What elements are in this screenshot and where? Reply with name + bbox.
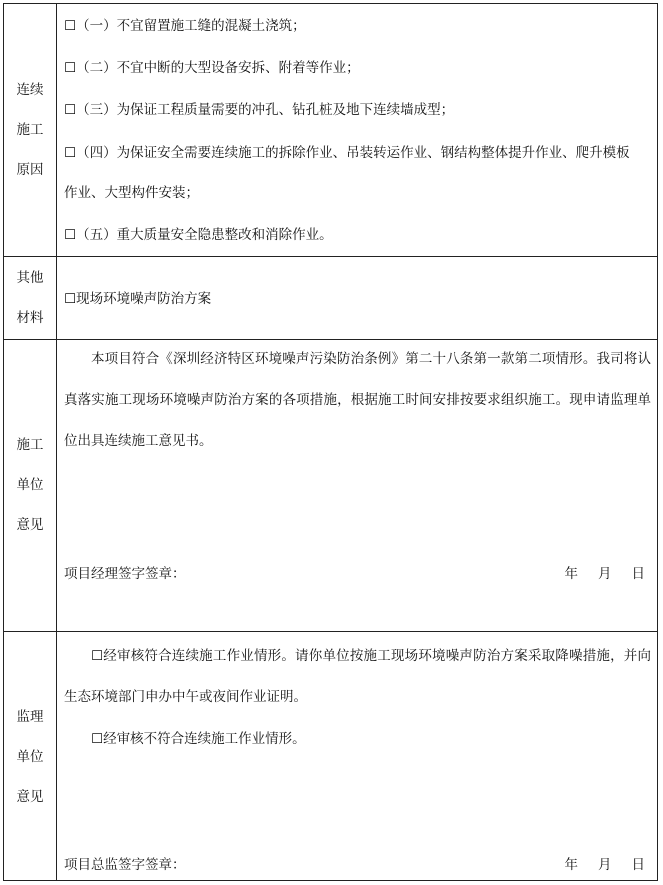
noise-plan-checkbox[interactable]: ☐现场环境噪声防治方案 [64, 291, 212, 307]
supervisor-approve-option[interactable]: ☐经审核符合连续施工作业情形。请你单位按施工现场环境噪声防治方案采取降噪措施，并向生态环境部门申办中午或夜间作业证明。 [64, 648, 651, 705]
supervisor-opinion-content [64, 631, 651, 882]
project-manager-signature-label: 项目经理签字签章： [64, 566, 186, 582]
reason-option-2[interactable]: ☐（二）不宜中断的大型设备安拆、附着等作业； [64, 60, 360, 76]
column-divider [56, 4, 57, 880]
contractor-opinion-content [64, 339, 651, 631]
reason-option-5[interactable]: ☐（五）重大质量安全隐患整改和消除作业。 [64, 227, 333, 243]
label-other-materials [4, 256, 56, 339]
label-supervisor-opinion [4, 631, 56, 882]
application-form [3, 3, 658, 881]
day-label: 日 [631, 857, 645, 873]
year-label: 年 [564, 566, 578, 582]
label-line: 意见 [16, 517, 44, 533]
day-label: 日 [631, 566, 645, 582]
month-label: 月 [598, 566, 612, 582]
contractor-statement: 本项目符合《深圳经济特区环境噪声污染防治条例》第二十八条第一款第二项情形。我司将认真落实施工现场环境噪声防治方案的各项措施，根据施工时间安排按要求组织施工。现申请监理单位出具连续施工意见书。 [64, 351, 651, 449]
reason-option-3[interactable]: ☐（三）为保证工程质量需要的冲孔、钻孔桩及地下连续墙成型； [64, 102, 455, 118]
label-line: 单位 [16, 748, 44, 765]
year-label: 年 [564, 857, 578, 873]
label-line: 原因 [16, 162, 44, 178]
label-line: 连续 [16, 82, 44, 98]
reason-option-4[interactable]: ☐（四）为保证安全需要连续施工的拆除作业、吊装转运作业、钢结构整体提升作业、爬升模板 [64, 145, 630, 161]
label-continuous-reason [4, 4, 56, 256]
chief-supervisor-signature-label: 项目总监签字签章： [64, 857, 186, 873]
label-line: 监理 [16, 708, 44, 725]
label-line: 施工 [16, 122, 44, 138]
label-line: 材料 [16, 309, 44, 326]
other-materials-content [64, 256, 651, 339]
label-line: 其他 [16, 269, 44, 286]
month-label: 月 [598, 857, 612, 873]
continuous-reason-options [64, 4, 651, 256]
reason-option-4-continued: 作业、大型构件安装； [64, 185, 199, 201]
contractor-date [565, 562, 646, 582]
label-contractor-opinion [4, 339, 56, 631]
reason-option-1[interactable]: ☐（一）不宜留置施工缝的混凝土浇筑； [64, 18, 306, 34]
supervisor-reject-option[interactable]: ☐经审核不符合连续施工作业情形。 [91, 731, 306, 747]
label-line: 单位 [16, 477, 44, 493]
label-line: 施工 [16, 437, 44, 453]
label-line: 意见 [16, 788, 44, 805]
supervisor-date [565, 853, 646, 873]
